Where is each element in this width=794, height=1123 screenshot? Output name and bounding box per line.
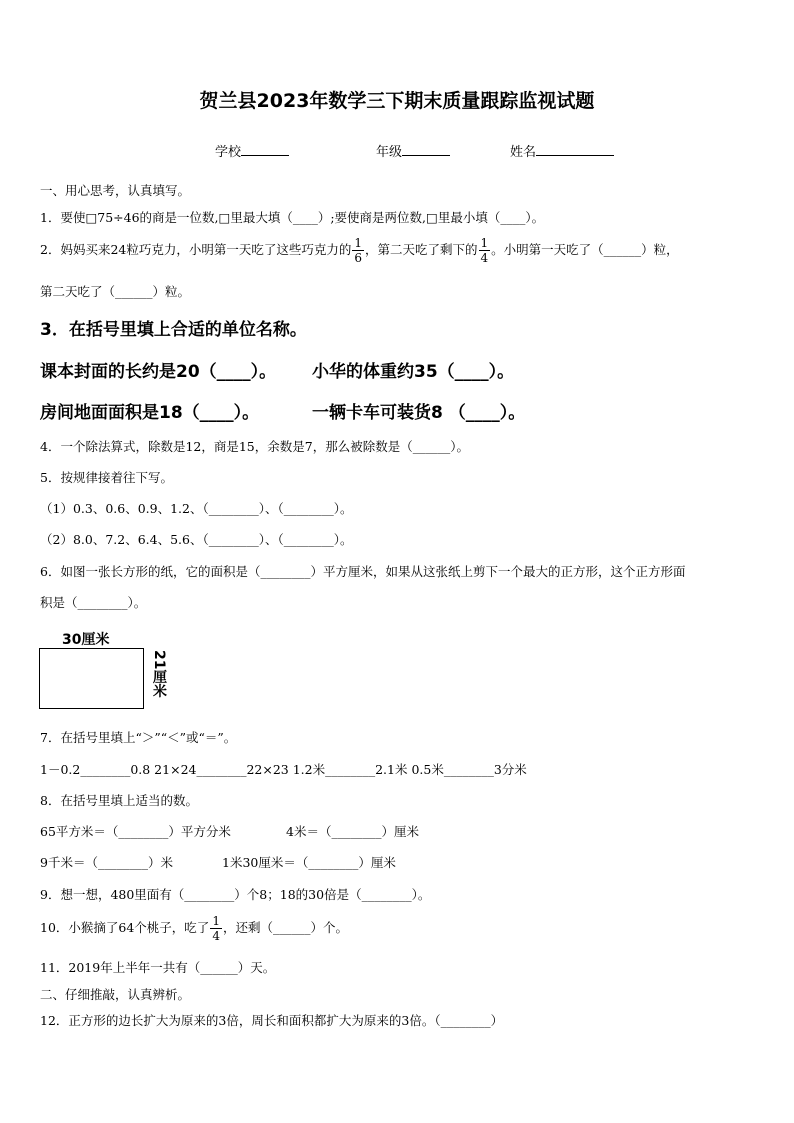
q10-text-1: 10．小猴摘了64个桃子，吃了 [40, 920, 210, 935]
name-blank [536, 143, 614, 156]
fraction-one-quarter [479, 236, 491, 265]
fraction-numerator: 1 [480, 236, 489, 250]
fraction-numerator: 1 [212, 914, 220, 928]
question-8-c: 9千米＝（________）米 [40, 855, 173, 870]
fraction-denominator: 4 [480, 251, 489, 265]
rectangle-figure [39, 648, 144, 709]
school-blank [241, 143, 289, 156]
question-7-line: 1－0.2________0.8 21×24________22×23 1.2米________2.1米 0.5米________3分米 [40, 762, 527, 777]
question-5-b: （2）8.0、7.2、6.4、5.6、（________）、（________）。 [40, 532, 353, 547]
question-8-heading: 8．在括号里填上适当的数。 [40, 793, 198, 808]
question-6-line-1: 6．如图一张长方形的纸，它的面积是（________）平方厘米，如果从这张纸上剪下一个最大的正方形，这个正方形面 [40, 564, 686, 579]
question-3-d: 一辆卡车可装货8 （____）。 [312, 403, 526, 423]
q2-text-2: ，第二天吃了剩下的 [365, 242, 478, 257]
question-5-heading: 5．按规律接着往下写。 [40, 470, 173, 485]
fraction-one-quarter [210, 914, 222, 943]
page-title: 贺兰县2023年数学三下期末质量跟踪监视试题 [199, 90, 595, 112]
grade-label: 年级 [376, 145, 403, 160]
question-8-a: 65平方米＝（________）平方分米 [40, 824, 231, 839]
fraction-numerator: 1 [354, 236, 363, 250]
q2-text-1: 2．妈妈买来24粒巧克力，小明第一天吃了这些巧克力的 [40, 242, 352, 257]
school-label: 学校 [215, 145, 242, 160]
question-7-heading: 7．在括号里填上“＞”“＜”或“＝”。 [40, 730, 237, 745]
question-2 [40, 236, 679, 265]
fraction-denominator: 4 [212, 929, 220, 943]
q2-text-3: 。小明第一天吃了（______）粒， [491, 242, 679, 257]
section-2-heading: 二、仔细推敲，认真辨析。 [40, 987, 191, 1002]
grade-blank [402, 143, 450, 156]
question-8-d: 1米30厘米＝（________）厘米 [222, 855, 396, 870]
school-field [215, 141, 289, 160]
question-6-line-2: 积是（________）。 [40, 595, 147, 610]
question-12: 12．正方形的边长扩大为原来的3倍，周长和面积都扩大为原来的3倍。（________） [40, 1013, 504, 1028]
question-3-b: 小华的体重约35（____）。 [312, 362, 515, 382]
name-label: 姓名 [510, 145, 537, 160]
q10-text-2: ，还剩（______）个。 [222, 920, 348, 935]
question-1: 1．要使□75÷46的商是一位数,□里最大填（____）;要使商是两位数,□里最小填（____）。 [40, 210, 545, 225]
question-5-a: （1）0.3、0.6、0.9、1.2、（________）、（________）。 [40, 501, 353, 516]
section-1-heading: 一、用心思考，认真填写。 [40, 183, 191, 198]
name-field [510, 141, 614, 160]
fraction-one-sixth [352, 236, 364, 265]
question-10 [40, 914, 348, 943]
question-4: 4．一个除法算式，除数是12，商是15，余数是7，那么被除数是（______）。 [40, 439, 469, 454]
question-9: 9．想一想，480里面有（________）个8；18的30倍是（________）。 [40, 887, 431, 902]
fraction-denominator: 6 [354, 251, 363, 265]
question-3-heading: 3．在括号里填上合适的单位名称。 [40, 320, 307, 340]
rectangle-height-label: 21厘米 [151, 650, 167, 698]
question-11: 11．2019年上半年一共有（______）天。 [40, 960, 276, 975]
question-8-b: 4米＝（________）厘米 [286, 824, 419, 839]
grade-field [376, 141, 450, 160]
question-3-a: 课本封面的长约是20（____）。 [40, 362, 277, 382]
question-3-c: 房间地面面积是18（____）。 [40, 403, 260, 423]
rectangle-width-label: 30厘米 [62, 632, 110, 648]
question-2-line-2: 第二天吃了（______）粒。 [40, 284, 191, 299]
